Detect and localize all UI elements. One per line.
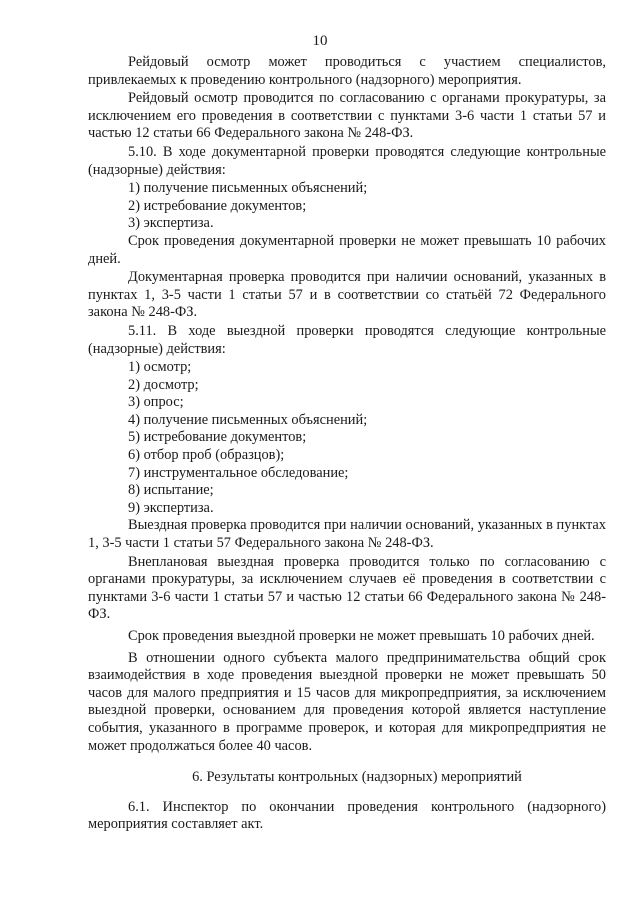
list-item: 6) отбор проб (образцов);	[128, 447, 285, 464]
list-item: 2) досмотр;	[128, 376, 199, 393]
paragraph-doc-term: Срок проведения документарной проверки не может превышать 10 рабочих дней.	[88, 232, 606, 267]
paragraph-field-term: Срок проведения выездной проверки не может превышать 10 рабочих дней.	[128, 628, 595, 644]
paragraph-6-1: 6.1. Инспектор по окончании проведения контрольного (надзорного) мероприятия составляет акт.	[88, 798, 606, 833]
list-item: 9) экспертиза.	[128, 499, 214, 516]
list-item: 4) получение письменных объяснений;	[128, 411, 368, 428]
paragraph-5-10: 5.10. В ходе документарной проверки проводятся следующие контрольные (надзорные) действия:	[88, 143, 606, 178]
list-item: 7) инструментальное обследование;	[128, 464, 349, 481]
list-item: 3) экспертиза.	[128, 215, 214, 232]
section-heading: 6. Результаты контрольных (надзорных) мероприятий	[192, 769, 522, 786]
list-item: 1) получение письменных объяснений;	[128, 180, 368, 197]
list-item: 5) истребование документов;	[128, 429, 307, 446]
paragraph-5-11: 5.11. В ходе выездной проверки проводятся следующие контрольные (надзорные) действия:	[88, 322, 606, 357]
list-item: 8) испытание;	[128, 482, 214, 499]
list-item: 1) осмотр;	[128, 359, 192, 376]
paragraph-field-grounds: Выездная проверка проводится при наличии оснований, указанных в пунктах 1, 3-5 части 1 статьи 57 Федерального закона № 248-ФЗ.	[88, 517, 606, 552]
list-item: 2) истребование документов;	[128, 197, 307, 214]
paragraph-unscheduled: Внеплановая выездная проверка проводится только по согласованию с органами прокуратуры, за исключением случаев её проведения в соответствии с пунктами 3-6 части 1 статьи 57 и частью 12 статьи 66 Федерального закона № 248-ФЗ.	[88, 553, 606, 623]
page-number: 10	[312, 33, 328, 49]
paragraph-small-business: В отношении одного субъекта малого предпринимательства общий срок взаимодействия в ходе проведения выездной проверки не может превышать 50 часов для малого предприятия и 15 часов для микропредприятия, за исключением выездной проверки, основанием для проведения которой является наступление события, указанного в программе проверок, и которая для микропредприятия не может продолжаться более 40 часов.	[88, 649, 606, 754]
document-body	[88, 54, 606, 835]
list-item: 3) опрос;	[128, 394, 184, 411]
paragraph-raid-specialists: Рейдовый осмотр может проводиться с участием специалистов, привлекаемых к проведению контрольного (надзорного) мероприятия.	[88, 54, 606, 88]
paragraph-raid-prosecutor: Рейдовый осмотр проводится по согласованию с органами прокуратуры, за исключением его проведения в соответствии с пунктами 3-6 части 1 статьи 57 и частью 12 статьи 66 Федерального закона № 248-ФЗ.	[88, 90, 606, 142]
paragraph-doc-grounds: Документарная проверка проводится при наличии оснований, указанных в пунктах 1, 3-5 части 1 статьи 57 и в соответствии со статьёй 72 Федерального закона № 248-ФЗ.	[88, 269, 606, 321]
